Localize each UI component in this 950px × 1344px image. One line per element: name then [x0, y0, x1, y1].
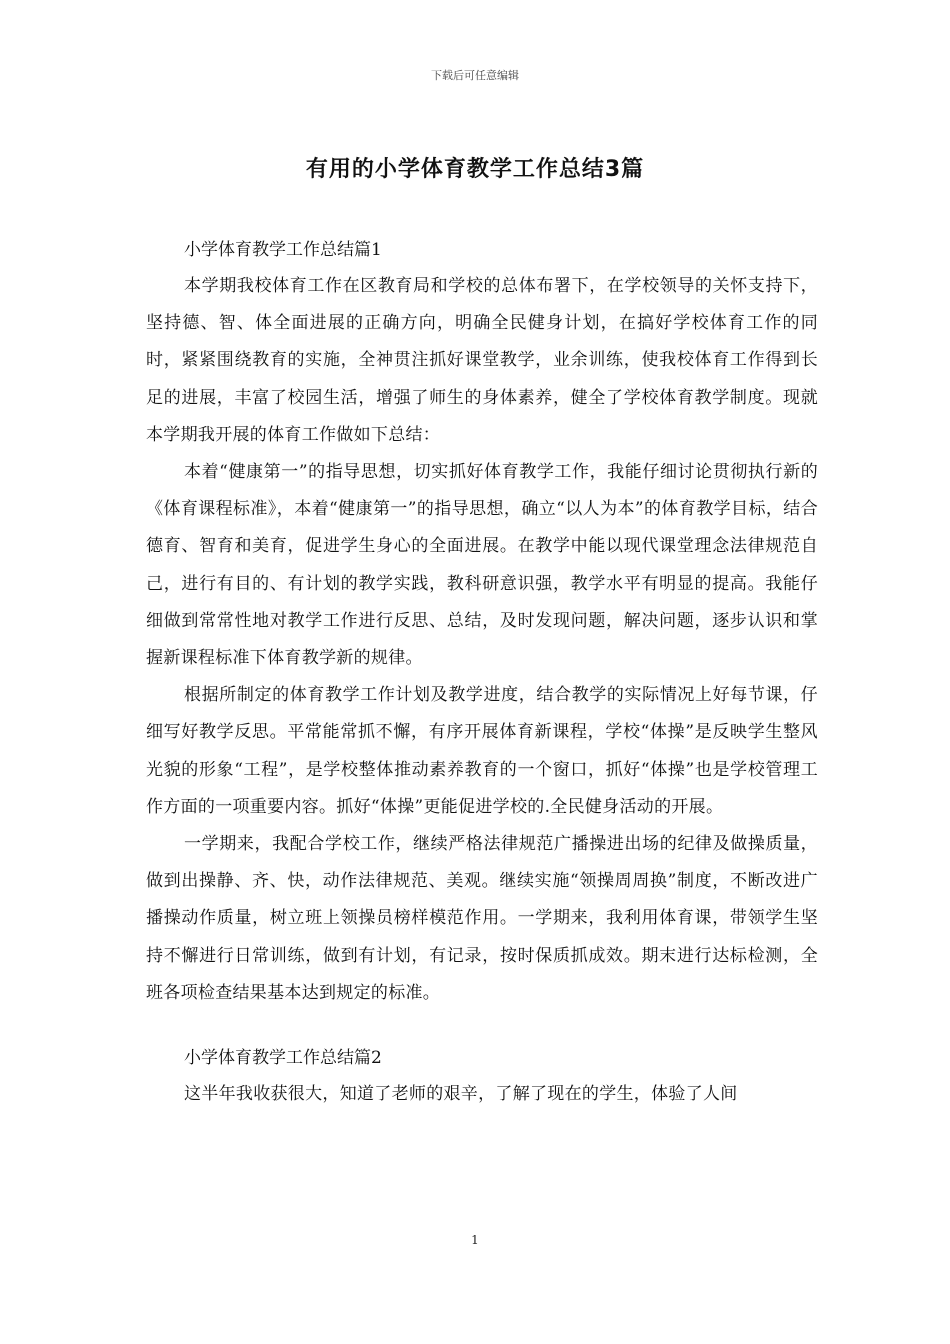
paragraph: 这半年我收获很大，知道了老师的艰辛，了解了现在的学生，体验了人间 — [184, 1084, 738, 1105]
page-number: 1 — [471, 1233, 479, 1247]
document-title: 有用的小学体育教学工作总结3篇 — [305, 157, 645, 182]
paragraph: 根据所制定的体育教学工作计划及教学进度，结合教学的实际情况上好每节课，仔细写好教学反思。平常能常抓不懈，有序开展体育新课程，学校“体操”是反映学生整风光貌的形象“工程”，是学校整体推动素养教育的一个窗口，抓好“体操”也是学校管理工作方面的一项重要内容。抓好“体操”更能促进学校的.全民健身活动的开展。 — [146, 685, 818, 817]
section-heading-1: 小学体育教学工作总结篇1 — [184, 240, 382, 260]
paragraph: 本学期我校体育工作在区教育局和学校的总体布署下，在学校领导的关怀支持下，坚持德、智、体全面进展的正确方向，明确全民健身计划，在搞好学校体育工作的同时，紧紧围绕教育的实施，全神贯注抓好课堂教学，业余训练，使我校体育工作得到长足的进展，丰富了校园生活，增强了师生的身体素养，健全了学校体育教学制度。现就本学期我开展的体育工作做如下总结： — [146, 276, 818, 445]
header-note: 下载后可任意编辑 — [431, 69, 519, 82]
paragraph: 一学期来，我配合学校工作，继续严格法律规范广播操进出场的纪律及做操质量，做到出操静、齐、快，动作法律规范、美观。继续实施“领操周周换”制度，不断改进广播操动作质量，树立班上领操员榜样模范作用。一学期来，我利用体育课，带领学生坚持不懈进行日常训练，做到有计划，有记录，按时保质抓成效。期末进行达标检测，全班各项检查结果基本达到规定的标准。 — [146, 834, 818, 1003]
section-heading-2: 小学体育教学工作总结篇2 — [184, 1048, 382, 1069]
document-body — [146, 232, 818, 1113]
paragraph: 本着“健康第一”的指导思想，切实抓好体育教学工作，我能仔细讨论贯彻执行新的《体育课程标准》，本着“健康第一”的指导思想，确立“以人为本”的体育教学目标，结合德育、智育和美育，促进学生身心的全面进展。在教学中能以现代课堂理念法律规范自己，进行有目的、有计划的教学实践，教科研意识强，教学水平有明显的提高。我能仔细做到常常性地对教学工作进行反思、总结，及时发现问题，解决问题，逐步认识和掌握新课程标准下体育教学新的规律。 — [146, 462, 818, 669]
